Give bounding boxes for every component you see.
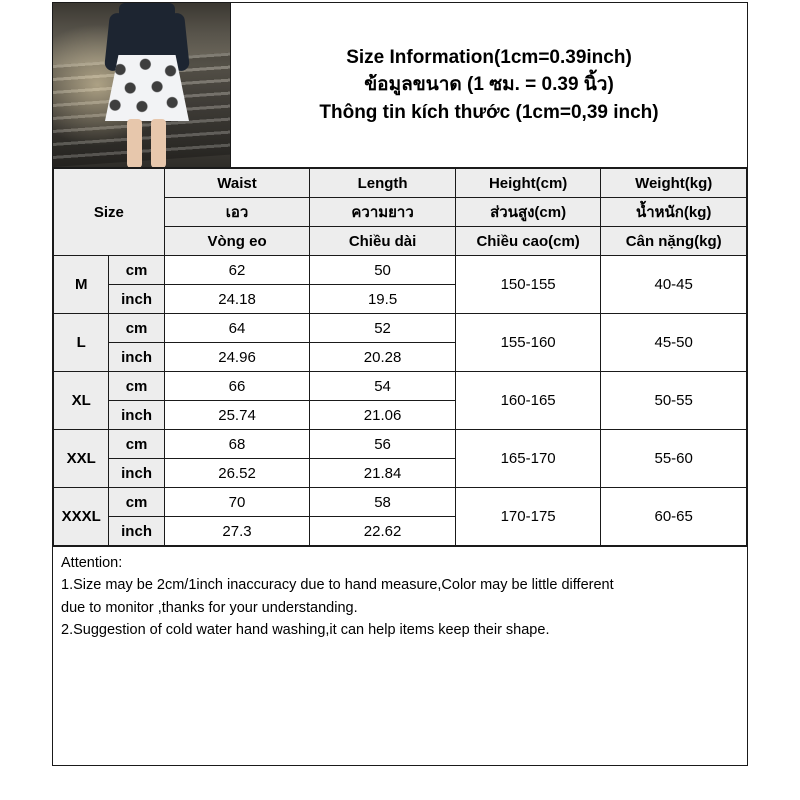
- cell-weight: 60-65: [601, 488, 747, 546]
- header-band: [53, 3, 747, 168]
- size-chart-container: [52, 2, 748, 766]
- cell-height: 160-165: [455, 372, 601, 430]
- row-unit-inch: inch: [109, 517, 164, 546]
- model-left-leg: [127, 119, 142, 167]
- col-header-length-en: Length: [310, 169, 456, 198]
- model-top: [119, 3, 175, 59]
- row-unit-cm: cm: [109, 488, 164, 517]
- cell-height: 165-170: [455, 430, 601, 488]
- cell-weight: 50-55: [601, 372, 747, 430]
- table-row: [54, 430, 747, 459]
- cell-length-cm: 58: [310, 488, 456, 517]
- col-header-height-vi: Chiều cao(cm): [455, 227, 601, 256]
- row-unit-cm: cm: [109, 372, 164, 401]
- row-unit-cm: cm: [109, 314, 164, 343]
- col-header-weight-vi: Cân nặng(kg): [601, 227, 747, 256]
- cell-waist-inch: 26.52: [164, 459, 310, 488]
- row-size-xxxl: XXXL: [54, 488, 109, 546]
- title-line-th: ข้อมูลขนาด (1 ซม. = 0.39 นิ้ว): [364, 74, 614, 96]
- col-header-height-th: ส่วนสูง(cm): [455, 198, 601, 227]
- row-unit-cm: cm: [109, 256, 164, 285]
- cell-waist-cm: 68: [164, 430, 310, 459]
- row-unit-inch: inch: [109, 343, 164, 372]
- attention-line-2: due to monitor ,thanks for your understanding.: [61, 599, 358, 616]
- size-header-cell: Size: [54, 169, 165, 256]
- cell-waist-inch: 24.96: [164, 343, 310, 372]
- size-table: [53, 168, 747, 546]
- photo-model-figure: [103, 3, 191, 167]
- row-size-xxl: XXL: [54, 430, 109, 488]
- product-photo: [53, 3, 231, 167]
- table-row: [54, 488, 747, 517]
- model-printed-skirt: [105, 55, 189, 121]
- table-row: [54, 372, 747, 401]
- cell-weight: 55-60: [601, 430, 747, 488]
- cell-length-inch: 19.5: [310, 285, 456, 314]
- col-header-waist-th: เอว: [164, 198, 310, 227]
- title-line-vi: Thông tin kích thước (1cm=0,39 inch): [319, 101, 659, 123]
- row-size-l: L: [54, 314, 109, 372]
- cell-waist-inch: 25.74: [164, 401, 310, 430]
- col-header-length-th: ความยาว: [310, 198, 456, 227]
- cell-waist-inch: 24.18: [164, 285, 310, 314]
- table-row: [54, 314, 747, 343]
- row-size-m: M: [54, 256, 109, 314]
- model-right-leg: [151, 119, 166, 167]
- cell-length-cm: 54: [310, 372, 456, 401]
- attention-line-1: 1.Size may be 2cm/1inch inaccuracy due to hand measure,Color may be little different: [61, 577, 614, 594]
- title-line-en: Size Information(1cm=0.39inch): [346, 46, 632, 68]
- cell-waist-inch: 27.3: [164, 517, 310, 546]
- cell-waist-cm: 64: [164, 314, 310, 343]
- cell-weight: 45-50: [601, 314, 747, 372]
- row-unit-inch: inch: [109, 401, 164, 430]
- row-unit-inch: inch: [109, 285, 164, 314]
- attention-heading: Attention:: [61, 555, 123, 571]
- cell-length-inch: 21.06: [310, 401, 456, 430]
- table-row: [54, 256, 747, 285]
- table-header-row-en: [54, 169, 747, 198]
- cell-height: 150-155: [455, 256, 601, 314]
- cell-waist-cm: 70: [164, 488, 310, 517]
- cell-length-cm: 52: [310, 314, 456, 343]
- cell-weight: 40-45: [601, 256, 747, 314]
- cell-length-inch: 20.28: [310, 343, 456, 372]
- cell-waist-cm: 62: [164, 256, 310, 285]
- col-header-waist-en: Waist: [164, 169, 310, 198]
- attention-block: [53, 546, 747, 765]
- row-unit-inch: inch: [109, 459, 164, 488]
- col-header-weight-en: Weight(kg): [601, 169, 747, 198]
- col-header-height-en: Height(cm): [455, 169, 601, 198]
- row-size-xl: XL: [54, 372, 109, 430]
- title-block: [231, 3, 747, 167]
- cell-length-cm: 56: [310, 430, 456, 459]
- cell-length-inch: 22.62: [310, 517, 456, 546]
- attention-line-3: 2.Suggestion of cold water hand washing,it can help items keep their shape.: [61, 622, 550, 639]
- cell-length-inch: 21.84: [310, 459, 456, 488]
- col-header-waist-vi: Vòng eo: [164, 227, 310, 256]
- cell-waist-cm: 66: [164, 372, 310, 401]
- row-unit-cm: cm: [109, 430, 164, 459]
- col-header-length-vi: Chiều dài: [310, 227, 456, 256]
- cell-height: 155-160: [455, 314, 601, 372]
- cell-length-cm: 50: [310, 256, 456, 285]
- col-header-weight-th: น้ำหนัก(kg): [601, 198, 747, 227]
- cell-height: 170-175: [455, 488, 601, 546]
